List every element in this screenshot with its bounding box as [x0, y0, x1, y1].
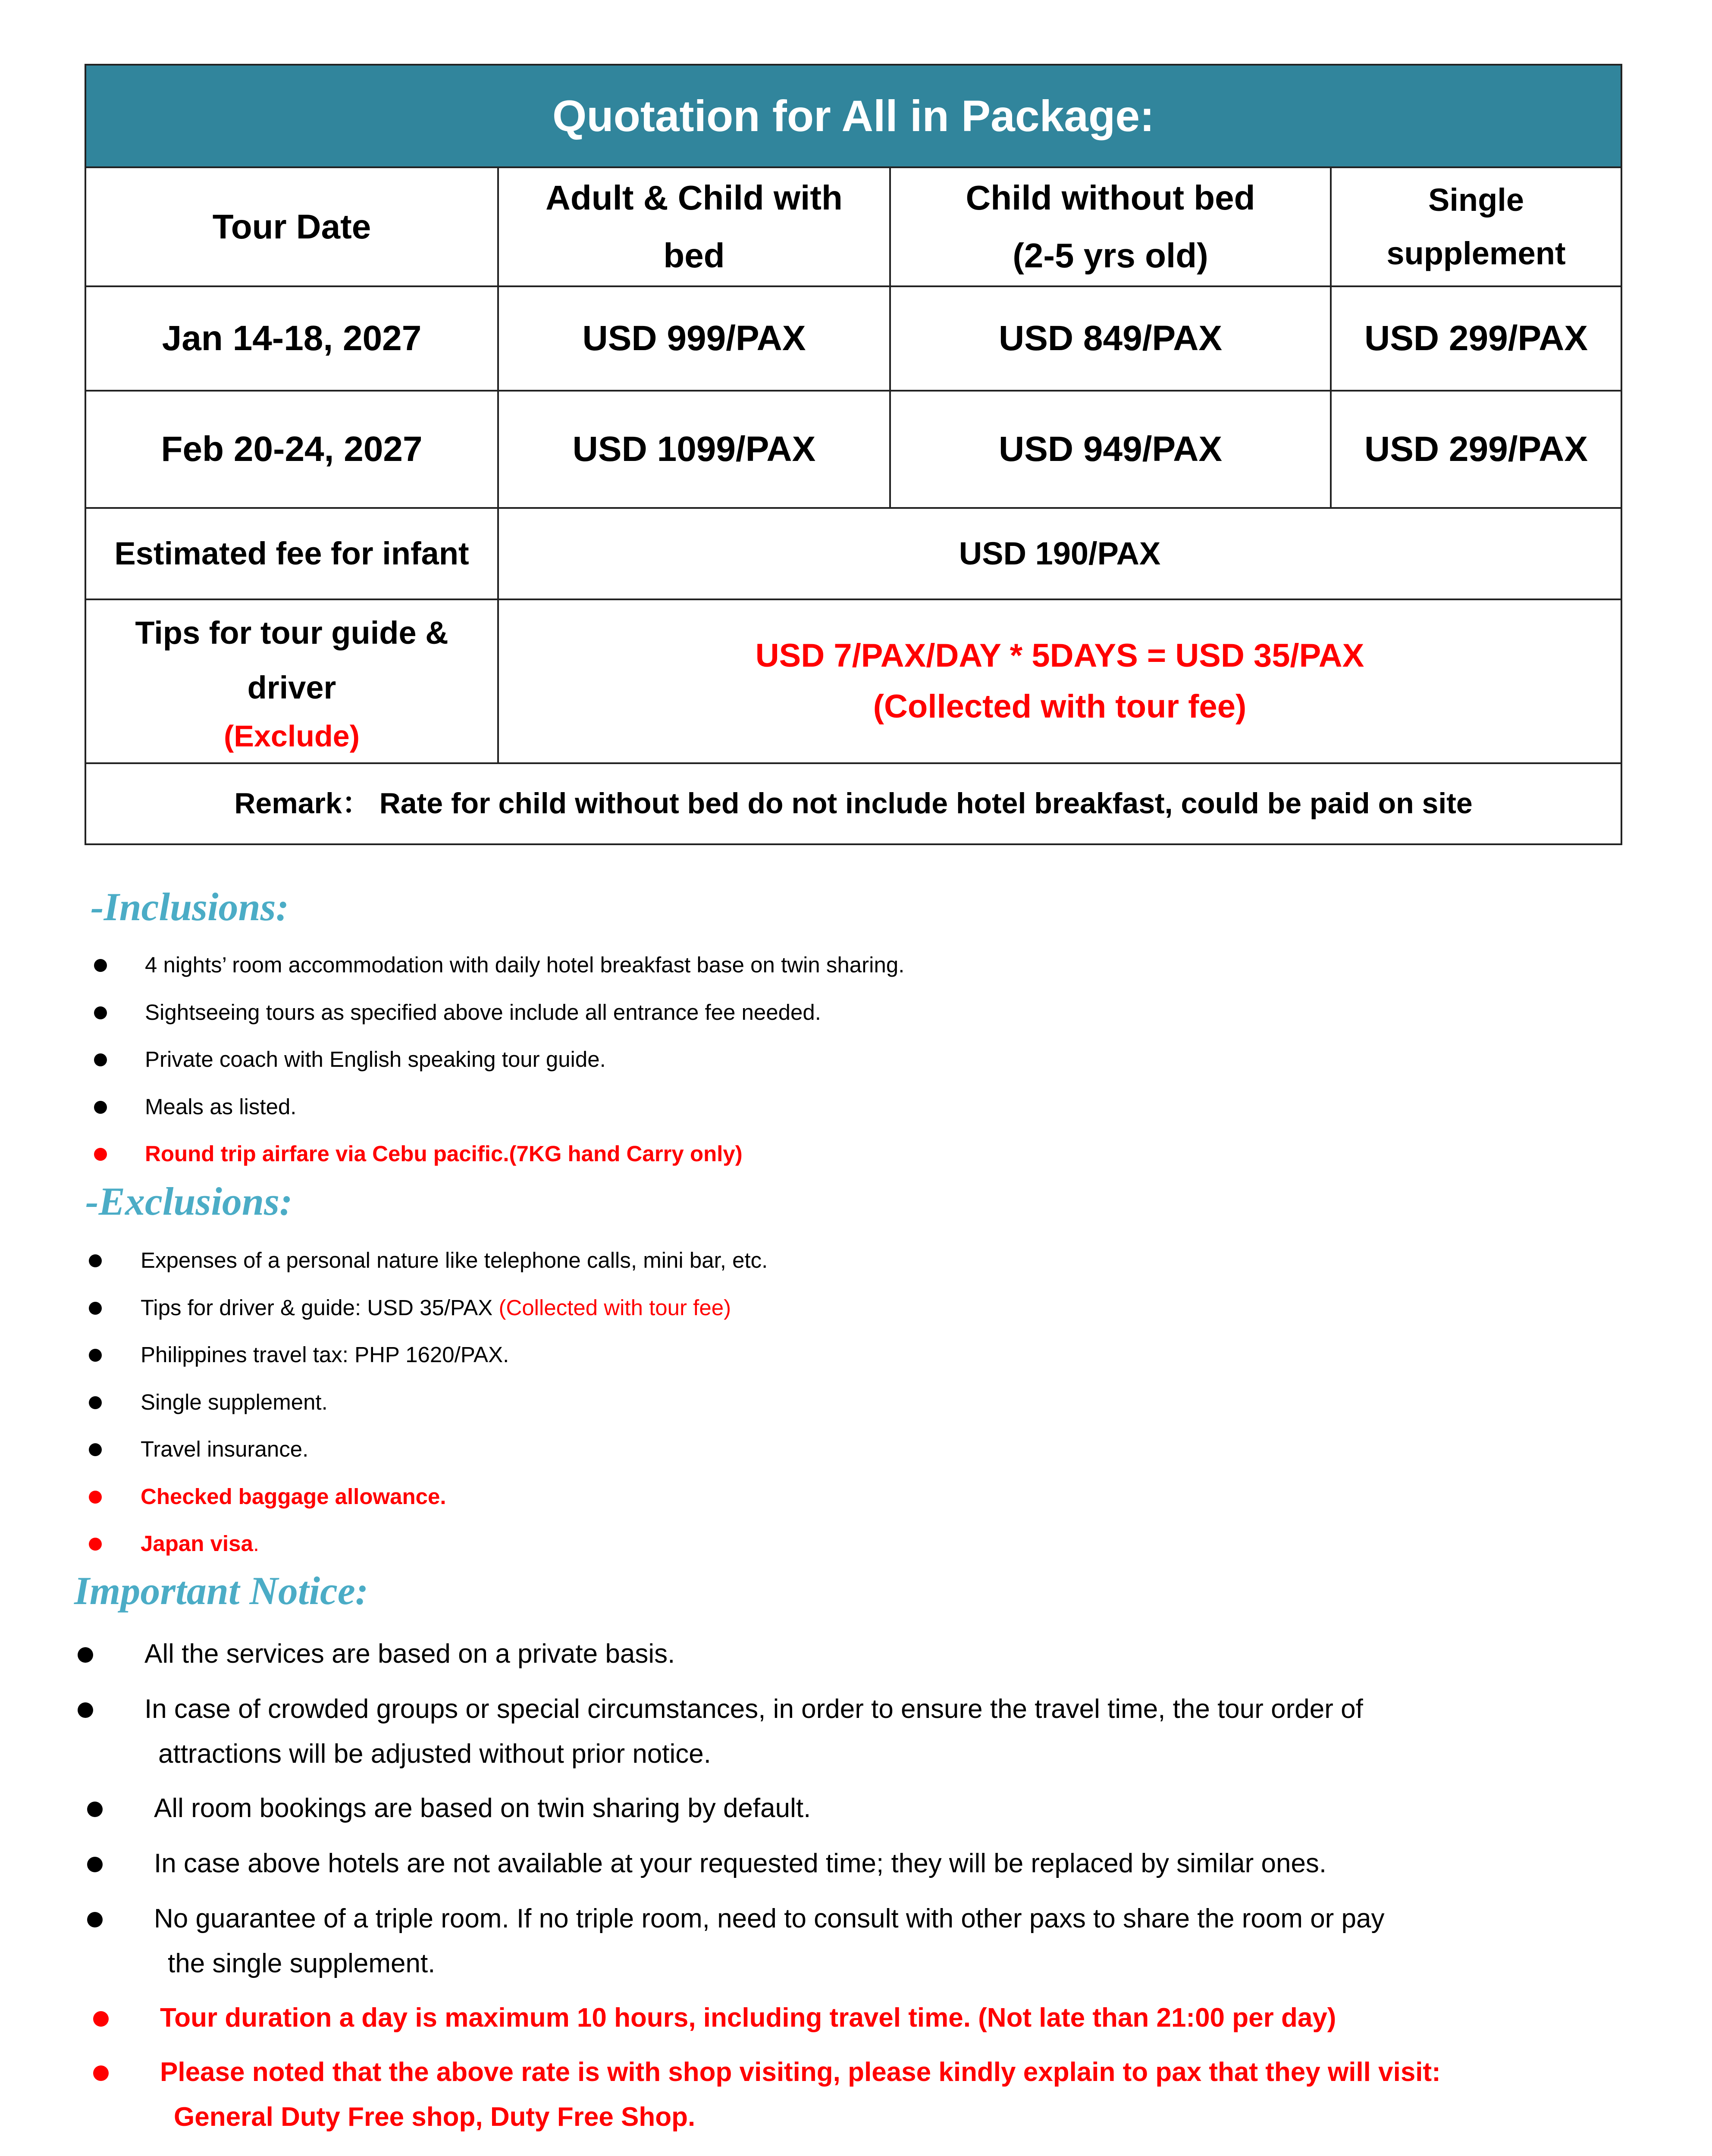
bullet-icon: [94, 959, 107, 972]
inclusions-list: [84, 952, 904, 1188]
bullet-icon: [94, 1148, 107, 1161]
tips-exclude-note: (Exclude): [223, 719, 360, 753]
row-date: Jan 14-18, 2027: [85, 286, 498, 391]
header-child-no-bed: Child without bed (2-5 yrs old): [890, 167, 1331, 286]
header-single-supplement: Single supplement: [1331, 167, 1621, 286]
row-date: Feb 20-24, 2027: [85, 391, 498, 508]
table-row: [85, 286, 1621, 391]
bullet-icon: [93, 2065, 109, 2081]
quotation-title: Quotation for All in Package:: [85, 65, 1621, 167]
bullet-icon: [94, 1006, 107, 1019]
list-item: 4 nights’ room accommodation with daily hotel breakfast base on twin sharing.: [84, 952, 904, 1000]
list-item: All the services are based on a private basis.: [78, 1632, 1425, 1677]
bullet-icon: [89, 1349, 102, 1362]
bullet-icon: [78, 1647, 93, 1663]
list-item: In case of crowded groups or special circumstances, in order to ensure the travel time, the tour order of attractions will be adjusted without prior notice.: [78, 1687, 1425, 1777]
bullet-icon: [89, 1538, 102, 1551]
bullet-icon: [89, 1254, 102, 1267]
exclusions-title: -Exclusions:: [85, 1179, 293, 1223]
list-item: Single supplement.: [85, 1389, 768, 1437]
bullet-icon: [89, 1443, 102, 1456]
list-item: Philippines travel tax: PHP 1620/PAX.: [85, 1342, 768, 1389]
bullet-icon: [89, 1396, 102, 1409]
list-item: Travel insurance.: [85, 1436, 768, 1484]
list-item: No guarantee of a triple room. If no triple room, need to consult with other paxs to share the room or pay the single supplement.: [87, 1896, 1435, 1986]
row-single-price: USD 299/PAX: [1331, 286, 1621, 391]
list-item: Sightseeing tours as specified above include all entrance fee needed.: [84, 1000, 904, 1047]
bullet-icon: [89, 1302, 102, 1315]
notice-title: Important Notice:: [74, 1569, 369, 1613]
list-item: Round trip airfare via Cebu pacific.(7KG hand Carry only): [84, 1141, 904, 1188]
bullet-icon: [87, 1912, 103, 1927]
row-single-price: USD 299/PAX: [1331, 391, 1621, 508]
remark: Remark： Rate for child without bed do not include hotel breakfast, could be paid on site: [85, 763, 1621, 844]
list-item: Please noted that the above rate is with shop visiting, please kindly explain to pax that they will visit: General Duty Free shop, Duty Free Shop.: [93, 2050, 1441, 2140]
notice-list: [78, 1632, 1441, 2140]
list-item: Checked baggage allowance.: [85, 1484, 768, 1531]
bullet-icon: [94, 1053, 107, 1066]
table-row: [85, 391, 1621, 508]
list-item: Japan visa.: [85, 1531, 768, 1578]
tips-value: USD 7/PAX/DAY * 5DAYS = USD 35/PAX (Collected with tour fee): [498, 599, 1621, 763]
tips-collected-note: (Collected with tour fee): [499, 1295, 731, 1320]
list-item: Tips for driver & guide: USD 35/PAX (Collected with tour fee): [85, 1295, 768, 1342]
row-adult-price: USD 999/PAX: [498, 286, 890, 391]
header-adult-child-bed: Adult & Child with bed: [498, 167, 890, 286]
bullet-icon: [93, 2011, 109, 2027]
exclusions-list: [85, 1247, 768, 1578]
row-child-price: USD 949/PAX: [890, 391, 1331, 508]
list-item: All room bookings are based on twin sharing by default.: [87, 1786, 1435, 1831]
bullet-icon: [87, 1857, 103, 1872]
inclusions-title: -Inclusions:: [91, 885, 289, 929]
infant-value: USD 190/PAX: [498, 508, 1621, 599]
list-item: Meals as listed.: [84, 1094, 904, 1141]
list-item: In case above hotels are not available at your requested time; they will be replaced by similar ones.: [87, 1841, 1435, 1886]
list-item: Expenses of a personal nature like telephone calls, mini bar, etc.: [85, 1247, 768, 1295]
bullet-icon: [87, 1802, 103, 1817]
row-child-price: USD 849/PAX: [890, 286, 1331, 391]
infant-label: Estimated fee for infant: [85, 508, 498, 599]
list-item: Tour duration a day is maximum 10 hours, including travel time. (Not late than 21:00 per day): [93, 1996, 1441, 2040]
bullet-icon: [89, 1491, 102, 1504]
bullet-icon: [94, 1101, 107, 1114]
list-item: Private coach with English speaking tour guide.: [84, 1047, 904, 1094]
tips-label: Tips for tour guide & driver (Exclude): [85, 599, 498, 763]
quotation-table: [85, 64, 1622, 845]
row-adult-price: USD 1099/PAX: [498, 391, 890, 508]
header-tour-date: Tour Date: [85, 167, 498, 286]
bullet-icon: [78, 1702, 93, 1718]
